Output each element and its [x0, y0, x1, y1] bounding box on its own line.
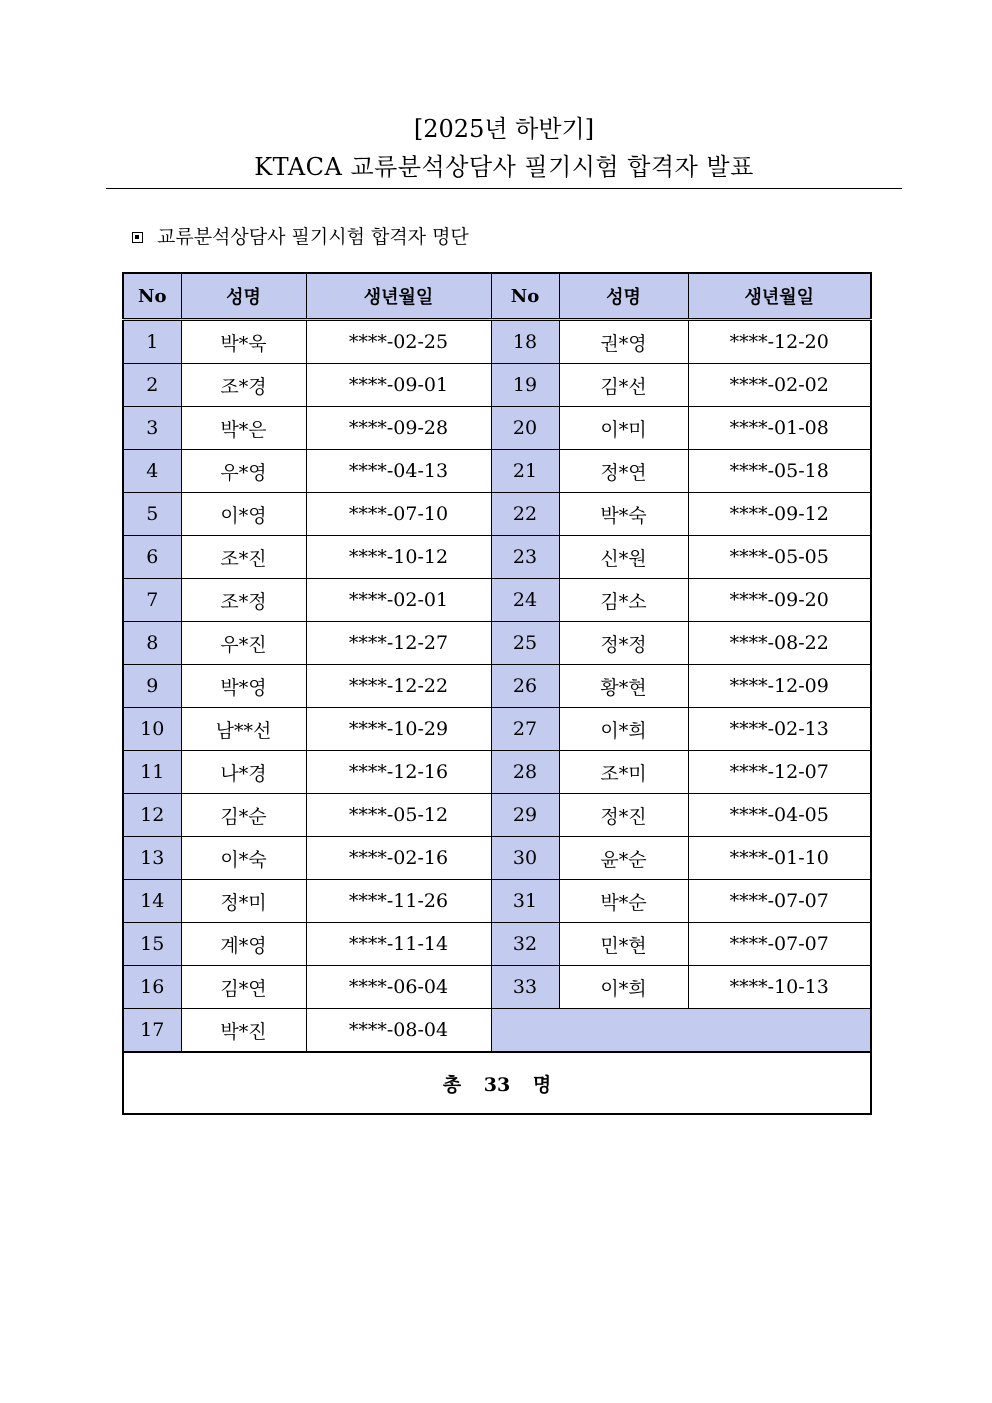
cell-no: 9 [123, 665, 181, 708]
cell-no: 20 [491, 407, 559, 450]
cell-name: 이*희 [559, 966, 688, 1009]
cell-birth: ****-10-12 [306, 536, 491, 579]
cell-name: 김*순 [181, 794, 306, 837]
cell-name: 정*정 [559, 622, 688, 665]
total-row [123, 1052, 871, 1114]
cell-birth: ****-07-10 [306, 493, 491, 536]
cell-name: 신*원 [559, 536, 688, 579]
cell-no: 5 [123, 493, 181, 536]
table-body [123, 320, 871, 1053]
cell-name: 나*경 [181, 751, 306, 794]
cell-name: 우*진 [181, 622, 306, 665]
cell-name: 박*영 [181, 665, 306, 708]
cell-name: 민*현 [559, 923, 688, 966]
total-count: 총 33 명 [123, 1052, 871, 1114]
cell-birth: ****-11-26 [306, 880, 491, 923]
cell-no: 26 [491, 665, 559, 708]
header-name: 성명 [559, 273, 688, 320]
cell-name: 김*연 [181, 966, 306, 1009]
table-row [123, 708, 871, 751]
page-header [106, 112, 902, 184]
cell-birth: ****-09-12 [688, 493, 871, 536]
cell-no: 3 [123, 407, 181, 450]
cell-name: 김*소 [559, 579, 688, 622]
cell-name: 조*경 [181, 364, 306, 407]
cell-no: 7 [123, 579, 181, 622]
table-row [123, 880, 871, 923]
cell-birth: ****-02-16 [306, 837, 491, 880]
table-row [123, 320, 871, 364]
table-row [123, 837, 871, 880]
cell-no: 6 [123, 536, 181, 579]
cell-name: 이*숙 [181, 837, 306, 880]
cell-name: 윤*순 [559, 837, 688, 880]
cell-birth: ****-01-08 [688, 407, 871, 450]
table-row [123, 1009, 871, 1053]
cell-name: 정*진 [559, 794, 688, 837]
cell-name: 이*미 [559, 407, 688, 450]
cell-no: 29 [491, 794, 559, 837]
cell-no: 27 [491, 708, 559, 751]
cell-birth: ****-08-04 [306, 1009, 491, 1053]
cell-birth: ****-10-13 [688, 966, 871, 1009]
cell-name: 우*영 [181, 450, 306, 493]
cell-name: 박*진 [181, 1009, 306, 1053]
cell-birth: ****-04-13 [306, 450, 491, 493]
header-name: 성명 [181, 273, 306, 320]
cell-birth: ****-07-07 [688, 880, 871, 923]
cell-birth: ****-02-02 [688, 364, 871, 407]
cell-birth: ****-06-04 [306, 966, 491, 1009]
cell-no: 4 [123, 450, 181, 493]
cell-no: 2 [123, 364, 181, 407]
cell-no: 1 [123, 320, 181, 364]
title-divider [106, 188, 902, 189]
cell-birth: ****-01-10 [688, 837, 871, 880]
cell-no: 19 [491, 364, 559, 407]
cell-no: 8 [123, 622, 181, 665]
cell-birth: ****-09-28 [306, 407, 491, 450]
cell-no: 16 [123, 966, 181, 1009]
cell-no: 10 [123, 708, 181, 751]
cell-no: 24 [491, 579, 559, 622]
cell-birth: ****-02-01 [306, 579, 491, 622]
cell-birth: ****-04-05 [688, 794, 871, 837]
cell-name: 정*연 [559, 450, 688, 493]
cell-empty [491, 1009, 871, 1053]
cell-name: 박*욱 [181, 320, 306, 364]
table-row [123, 665, 871, 708]
cell-birth: ****-05-12 [306, 794, 491, 837]
cell-birth: ****-12-07 [688, 751, 871, 794]
cell-name: 조*진 [181, 536, 306, 579]
cell-no: 14 [123, 880, 181, 923]
cell-no: 11 [123, 751, 181, 794]
cell-no: 33 [491, 966, 559, 1009]
table-row [123, 794, 871, 837]
cell-name: 조*미 [559, 751, 688, 794]
header-birth: 생년월일 [306, 273, 491, 320]
cell-name: 정*미 [181, 880, 306, 923]
cell-name: 남**선 [181, 708, 306, 751]
cell-no: 13 [123, 837, 181, 880]
table-row [123, 407, 871, 450]
section-heading-label: 교류분석상담사 필기시험 합격자 명단 [157, 226, 469, 248]
cell-name: 황*현 [559, 665, 688, 708]
cell-birth: ****-05-05 [688, 536, 871, 579]
table-row [123, 966, 871, 1009]
cell-no: 32 [491, 923, 559, 966]
cell-birth: ****-08-22 [688, 622, 871, 665]
table-header-row [123, 273, 871, 320]
table-row [123, 622, 871, 665]
section-heading [132, 223, 469, 251]
cell-name: 이*영 [181, 493, 306, 536]
cell-no: 25 [491, 622, 559, 665]
cell-birth: ****-12-09 [688, 665, 871, 708]
cell-name: 박*숙 [559, 493, 688, 536]
cell-birth: ****-09-20 [688, 579, 871, 622]
cell-no: 21 [491, 450, 559, 493]
cell-no: 31 [491, 880, 559, 923]
cell-birth: ****-02-25 [306, 320, 491, 364]
cell-no: 30 [491, 837, 559, 880]
passers-table [122, 272, 872, 1115]
cell-name: 박*은 [181, 407, 306, 450]
cell-birth: ****-12-16 [306, 751, 491, 794]
header-no: No [123, 273, 181, 320]
cell-birth: ****-02-13 [688, 708, 871, 751]
cell-birth: ****-11-14 [306, 923, 491, 966]
cell-birth: ****-05-18 [688, 450, 871, 493]
cell-birth: ****-12-22 [306, 665, 491, 708]
table-row [123, 923, 871, 966]
cell-birth: ****-09-01 [306, 364, 491, 407]
page-title-period: [2025년 하반기] [413, 115, 595, 143]
table-row [123, 579, 871, 622]
table-row [123, 751, 871, 794]
table-row [123, 493, 871, 536]
cell-no: 18 [491, 320, 559, 364]
cell-name: 이*희 [559, 708, 688, 751]
cell-birth: ****-12-20 [688, 320, 871, 364]
cell-name: 권*영 [559, 320, 688, 364]
cell-name: 계*영 [181, 923, 306, 966]
table-row [123, 364, 871, 407]
cell-no: 28 [491, 751, 559, 794]
cell-name: 박*순 [559, 880, 688, 923]
cell-birth: ****-12-27 [306, 622, 491, 665]
page-title: KTACA 교류분석상담사 필기시험 합격자 발표 [254, 153, 754, 181]
header-birth: 생년월일 [688, 273, 871, 320]
cell-no: 23 [491, 536, 559, 579]
cell-birth: ****-10-29 [306, 708, 491, 751]
cell-name: 조*정 [181, 579, 306, 622]
square-bullet-icon [132, 232, 143, 243]
cell-name: 김*선 [559, 364, 688, 407]
cell-no: 22 [491, 493, 559, 536]
cell-no: 17 [123, 1009, 181, 1053]
table-row [123, 450, 871, 493]
header-no: No [491, 273, 559, 320]
cell-birth: ****-07-07 [688, 923, 871, 966]
table-row [123, 536, 871, 579]
cell-no: 15 [123, 923, 181, 966]
cell-no: 12 [123, 794, 181, 837]
